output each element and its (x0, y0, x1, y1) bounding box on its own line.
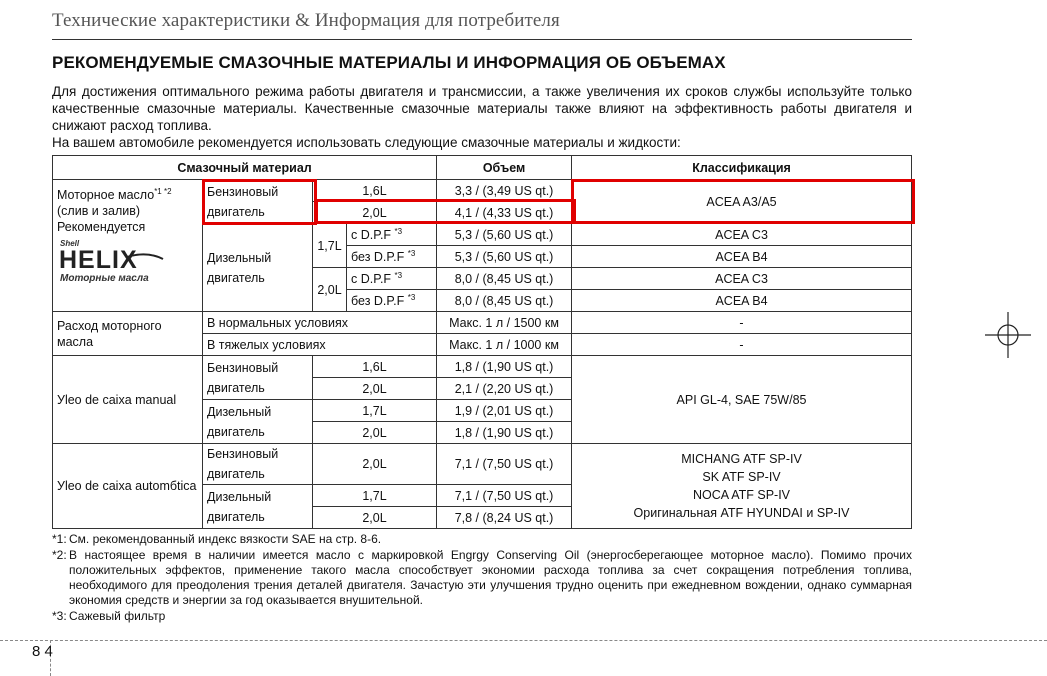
automatic-p20: 2,0L (313, 444, 437, 485)
section-title: РЕКОМЕНДУЕМЫЕ СМАЗОЧНЫЕ МАТЕРИАЛЫ И ИНФОРМАЦИЯ ОБ ОБЪЕМАХ (52, 53, 726, 72)
intro-text (52, 83, 912, 151)
eo-d20-without-volume: 8,0 / (8,45 US qt.) (437, 290, 572, 312)
footnote (52, 548, 912, 608)
intro-paragraph-1: Для достижения оптимального режима работы двигателя и трансмиссии, а также увеличения их сроков службы используйте только качественные смазочные материалы. Качественные смазочные материалы также влияют на эффективность работы двигателя и снижают расход топлива. (52, 84, 912, 133)
footnote-mark: *3: (52, 609, 67, 623)
logo-sub-text: Моторные масла (60, 273, 149, 285)
intro-paragraph-2: На вашем автомобиле рекомендуется использовать следующие смазочные материалы и жидкости: (52, 135, 681, 150)
eo-d20-without-dpf (347, 290, 437, 312)
highlight-class-box (571, 179, 915, 224)
eo-d20-with-class: ACEA C3 (572, 268, 912, 290)
manual-d20-volume: 1,8 / (1,90 US qt.) (437, 422, 572, 444)
eo-d17-with-volume: 5,3 / (5,60 US qt.) (437, 224, 572, 246)
consumption-label: Расход моторного масла (53, 312, 203, 356)
eo-petrol-class: ACEA A3/A5 (572, 180, 912, 224)
consumption-normal-class: - (572, 312, 912, 334)
footnote (52, 609, 912, 624)
footnotes (52, 532, 912, 625)
eo-diesel-20: 2,0L (313, 268, 347, 312)
with-dpf-label: с D.P.F (351, 272, 392, 287)
with-dpf-label: с D.P.F (351, 228, 392, 243)
manual-p20: 2,0L (313, 378, 437, 400)
footer-dashed-rule (0, 640, 1047, 641)
automatic-label: Уleo de caixa automбtica (53, 444, 203, 529)
footnote-text: В настоящее время в наличии имеется масло с маркировкой Engrgy Conserving Oil (энергосберегающее моторное масло). Помимо прочих положительных эффектов, применение такого масла способствует экономии расхода топлива за счет сокращения потребления топлива, необходимого для преодоления трения деталей двигателя. Зачастую эти улучшения трудно оценить при ежедневном вождении, однако суммарная экономия средств и энергии за год оказывается внушительной. (69, 548, 912, 607)
dpf-footnote-mark: *3 (407, 248, 416, 258)
highlight-20l-row-box (315, 199, 576, 224)
engine-oil-recommended: Рекомендуется (57, 220, 146, 235)
eo-d17-with-dpf (347, 224, 437, 246)
manual-diesel-label: Дизельный двигатель (203, 400, 313, 444)
eo-d20-without-class: ACEA B4 (572, 290, 912, 312)
dpf-footnote-mark: *3 (394, 226, 403, 236)
consumption-normal-volume: Макс. 1 л / 1500 км (437, 312, 572, 334)
header-classification: Классификация (572, 156, 912, 180)
footnote-mark: *2: (52, 548, 67, 562)
manual-p16: 1,6L (313, 356, 437, 378)
page-header (52, 10, 912, 39)
automatic-class (572, 444, 912, 529)
engine-oil-label: Моторное масло (57, 188, 155, 203)
footnote-text: См. рекомендованный индекс вязкости SAE на стр. 8-6. (69, 532, 382, 546)
dpf-footnote-mark: *3 (407, 292, 416, 302)
manual-petrol-label: Бензиновый двигатель (203, 356, 313, 400)
eo-petrol-16-volume: 3,3 / (3,49 US qt.) (437, 180, 572, 202)
eo-d17-without-volume: 5,3 / (5,60 US qt.) (437, 246, 572, 268)
table-row (53, 356, 912, 378)
engine-oil-label-2: (слив и залив) (57, 204, 141, 219)
automatic-diesel-label: Дизельный двигатель (203, 485, 313, 529)
consumption-heavy: В тяжелых условиях (203, 334, 437, 356)
table-row (53, 312, 912, 334)
footnote-mark: *1: (52, 532, 67, 546)
consumption-heavy-volume: Макс. 1 л / 1000 км (437, 334, 572, 356)
table-row (53, 444, 912, 485)
dpf-footnote-mark: *3 (394, 270, 403, 280)
registration-crosshair-icon (985, 312, 1031, 358)
header-volume: Объем (437, 156, 572, 180)
automatic-d20-volume: 7,8 / (8,24 US qt.) (437, 507, 572, 529)
eo-d17-without-class: ACEA B4 (572, 246, 912, 268)
logo-name-text: HELIX (59, 246, 138, 275)
eo-d17-with-class: ACEA C3 (572, 224, 912, 246)
engine-oil-cell (53, 180, 203, 312)
automatic-class-line: Оригинальная ATF HYUNDAI и SP-IV (633, 506, 850, 520)
page-number: 8 4 (32, 643, 53, 660)
without-dpf-label: без D.P.F (351, 250, 405, 265)
automatic-d17-volume: 7,1 / (7,50 US qt.) (437, 485, 572, 507)
manual-p16-volume: 1,8 / (1,90 US qt.) (437, 356, 572, 378)
eo-d20-with-volume: 8,0 / (8,45 US qt.) (437, 268, 572, 290)
manual-label: Уleo de caixa manual (53, 356, 203, 444)
header-lubricant: Смазочный материал (53, 156, 437, 180)
logo-brand-text: Shell (60, 239, 80, 249)
manual-d17: 1,7L (313, 400, 437, 422)
eo-petrol-16: 1,6L (313, 180, 437, 202)
engine-oil-footnote-marks: *1 *2 (154, 187, 172, 196)
table-header-row (53, 156, 912, 180)
header-title: Технические характеристики & Информация для потребителя (52, 10, 560, 31)
manual-p20-volume: 2,1 / (2,20 US qt.) (437, 378, 572, 400)
header-rule (52, 39, 912, 40)
automatic-d17: 1,7L (313, 485, 437, 507)
automatic-d20: 2,0L (313, 507, 437, 529)
automatic-petrol-label: Бензиновый двигатель (203, 444, 313, 485)
shell-helix-logo (57, 237, 167, 285)
eo-d20-with-dpf (347, 268, 437, 290)
footnote-text: Сажевый фильтр (69, 609, 166, 623)
highlight-petrol-label-box (202, 179, 317, 225)
eo-petrol-label: Бензиновый двигатель (203, 180, 313, 224)
automatic-class-line: NOCA ATF SP-IV (693, 488, 791, 502)
eo-diesel-17: 1,7L (313, 224, 347, 268)
automatic-p20-volume: 7,1 / (7,50 US qt.) (437, 444, 572, 485)
eo-petrol-20: 2,0L (313, 202, 437, 224)
footnote (52, 532, 912, 547)
without-dpf-label: без D.P.F (351, 294, 405, 309)
manual-class: API GL-4, SAE 75W/85 (572, 356, 912, 444)
automatic-class-line: MICHANG ATF SP-IV (681, 452, 802, 466)
eo-diesel-label: Дизельный двигатель (203, 224, 313, 312)
consumption-normal: В нормальных условиях (203, 312, 437, 334)
eo-d17-without-dpf (347, 246, 437, 268)
automatic-class-line: SK ATF SP-IV (702, 470, 781, 484)
consumption-heavy-class: - (572, 334, 912, 356)
eo-petrol-20-volume: 4,1 / (4,33 US qt.) (437, 202, 572, 224)
manual-d17-volume: 1,9 / (2,01 US qt.) (437, 400, 572, 422)
manual-d20: 2,0L (313, 422, 437, 444)
